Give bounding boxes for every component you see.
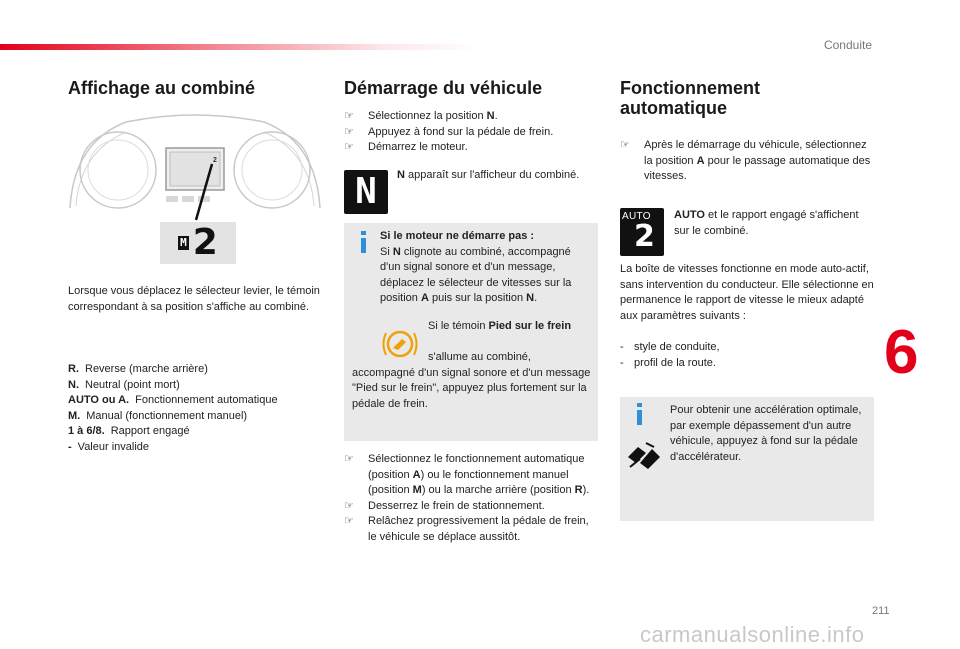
- auto-gear-digit: 2: [634, 219, 655, 254]
- bullet-icon: ☞: [344, 453, 354, 465]
- manual-mode-indicator: M: [180, 236, 187, 249]
- list-item: ☞ Relâchez progressivement la pédale de frein, le véhicule se déplace aussitôt.: [344, 515, 589, 543]
- list-item: ☞ Démarrez le moteur.: [344, 140, 600, 156]
- watermark: carmanualsonline.info: [640, 622, 865, 647]
- bullet-icon: ☞: [344, 515, 354, 527]
- legend-row: M. Manual (fonctionnement manuel): [68, 409, 248, 422]
- acceleration-info-box: [620, 397, 874, 521]
- neutral-gear-display: [344, 170, 388, 214]
- brake-warning-text: s'allume au combiné, accompagné d'un signal sonore et d'un message "Pied sur le frein", appuyez plus fortement sur la pédale de frein.: [352, 351, 591, 410]
- instrument-cluster-illustration: [66, 112, 324, 222]
- col3-title: [620, 78, 760, 118]
- chapter-number: 6: [884, 318, 919, 387]
- col3-paragraph: La boîte de vitesses fonctionne en mode auto-actif, sans intervention du conducteur. Elle sélectionne en permanence le rapport de vitesse le mieux adapté aux paramètres suivants :: [620, 263, 874, 322]
- info-icon: [358, 231, 368, 253]
- auto-mode-label: AUTO: [622, 211, 651, 222]
- legend-row: 1 à 6/8. Rapport engagé: [68, 425, 190, 437]
- parameter-list: [620, 340, 878, 371]
- col1-paragraph: Lorsque vous déplacez le sélecteur levier, le témoin correspondant à sa position s'affiche au combiné.: [68, 285, 320, 313]
- legend-row: R. Reverse (marche arrière): [68, 363, 208, 375]
- legend-list: [68, 362, 338, 455]
- neutral-display-note: N apparaît sur l'afficheur du combiné.: [397, 169, 580, 181]
- auto-gear-display: [620, 208, 664, 256]
- col3-title-line2: automatique: [620, 98, 728, 118]
- list-item: ☞ Après le démarrage du véhicule, sélectionnez la position A pour le passage automatique des vitesses.: [620, 139, 871, 182]
- legend-row: N. Neutral (point mort): [68, 378, 180, 391]
- col2-title: Démarrage du véhicule: [344, 78, 543, 98]
- neutral-gear-letter: N: [355, 171, 377, 212]
- legend-row: AUTO ou A. Fonctionnement automatique: [68, 394, 278, 406]
- list-item: - profil de la route.: [620, 356, 716, 369]
- engine-start-info-box: [344, 223, 598, 441]
- header-accent-bar: [0, 44, 480, 50]
- bullet-icon: ☞: [344, 125, 354, 138]
- bullet-icon: ☞: [344, 499, 354, 512]
- engine-start-info-text: Si le moteur ne démarre pas : Si N clignote au combiné, accompagné d'un signal sonore et d'un message, déplacez le sélecteur de vitesses sur la position A puis sur la position N.: [380, 230, 572, 304]
- drive-steps: [344, 452, 600, 545]
- svg-text:2: 2: [213, 157, 217, 164]
- col3-title-line1: Fonctionnement: [620, 78, 760, 98]
- auto-display-note: AUTO et le rapport engagé s'affichent sur le combiné.: [674, 209, 859, 237]
- bullet-icon: ☞: [344, 110, 354, 122]
- section-label: Conduite: [823, 38, 872, 52]
- cluster-gear-display: [160, 222, 236, 264]
- col1-title: Affichage au combiné: [68, 78, 256, 98]
- bullet-icon: ☞: [344, 141, 354, 153]
- bullet-icon: ☞: [620, 139, 630, 151]
- accelerator-pedal-icon: [626, 439, 662, 471]
- list-item: ☞ Sélectionnez le fonctionnement automatique (position A) ou le fonctionnement manuel (position M) ou la marche arrière (position R).: [344, 453, 590, 496]
- start-steps: [344, 109, 600, 156]
- acceleration-info-text: Pour obtenir une accélération optimale, par exemple dépassement d'un autre véhicule, appuyez à fond sur la pédale d'accélérateur.: [670, 404, 862, 463]
- list-item: ☞ Appuyez à fond sur la pédale de frein.: [344, 125, 600, 141]
- list-item: - style de conduite,: [620, 341, 720, 353]
- list-item: ☞ Sélectionnez la position N.: [344, 109, 600, 125]
- auto-steps: [620, 138, 876, 185]
- brake-warning-text-top: Si le témoin Pied sur le frein: [428, 320, 572, 332]
- page-number: 211: [872, 605, 890, 617]
- cluster-gear-digit: 2: [192, 222, 218, 263]
- list-item: ☞ Desserrez le frein de stationnement.: [344, 499, 600, 515]
- legend-row: - Valeur invalide: [68, 440, 150, 453]
- info-icon: [634, 403, 644, 425]
